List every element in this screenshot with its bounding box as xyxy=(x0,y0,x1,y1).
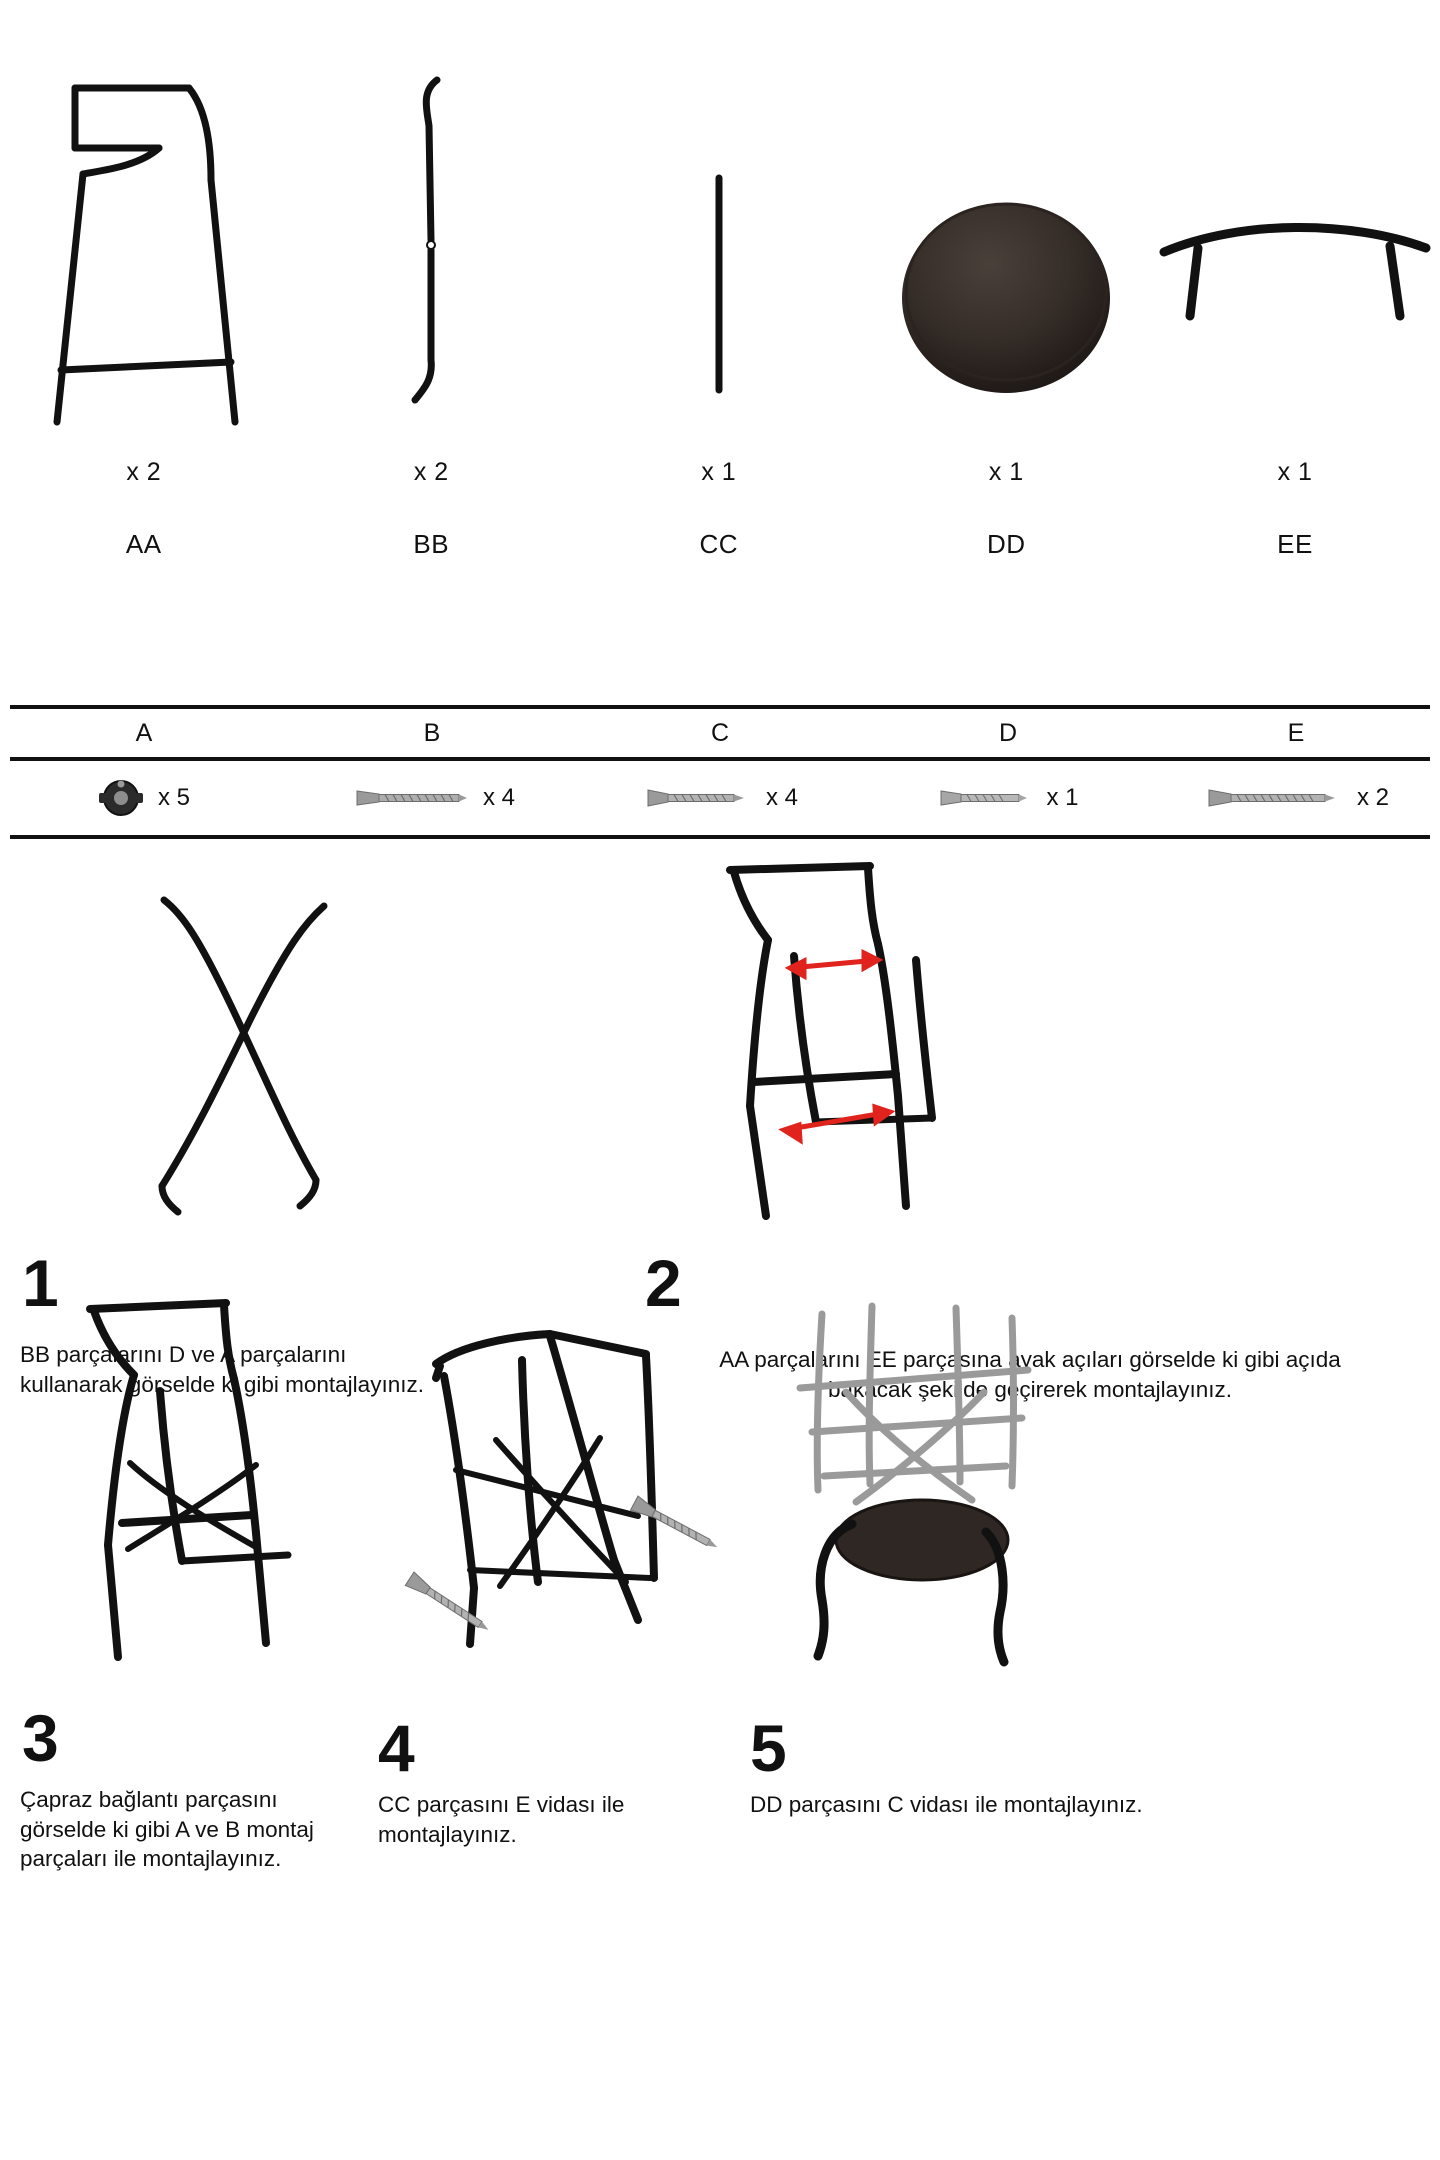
bar-stool-frame-side-icon xyxy=(0,60,288,440)
wood-screw-long-icon xyxy=(1203,785,1343,811)
part-item-BB xyxy=(288,60,576,580)
curved-footrest-bar-icon xyxy=(1150,60,1440,440)
step-description: DD parçasını C vidası ile montajlayınız. xyxy=(750,1792,1143,1817)
hardware-qty: x 2 xyxy=(1356,784,1389,811)
hardware-column-label-e: E xyxy=(1287,718,1305,747)
part-qty: x 1 xyxy=(701,458,737,486)
step-number: 4 xyxy=(378,1711,415,1785)
cam-lock-nut-icon xyxy=(98,776,144,820)
part-code: CC xyxy=(699,529,739,559)
part-item-DD xyxy=(863,60,1151,580)
part-code: EE xyxy=(1277,529,1313,559)
hardware-qty: x 4 xyxy=(482,784,515,811)
hardware-column-label-b: B xyxy=(423,718,441,747)
step-description: BB parçalarını D ve A parçalarını kullanarak görselde ki gibi montajlayınız. xyxy=(20,1342,424,1397)
step-description: Çapraz bağlantı parçasını görselde ki gibi A ve B montaj parçaları ile montajlayınız. xyxy=(20,1787,314,1872)
hardware-qty: x 4 xyxy=(765,784,798,811)
step-number: 2 xyxy=(645,1246,682,1320)
cross-brace-bar-icon xyxy=(288,60,576,440)
part-item-CC xyxy=(575,60,863,580)
part-qty: x 2 xyxy=(126,458,162,486)
part-code: DD xyxy=(986,529,1026,559)
part-qty: x 1 xyxy=(1277,458,1313,486)
assembly-step-4 xyxy=(370,1135,790,1847)
step-description: CC parçasını E vidası ile montajlayınız. xyxy=(378,1792,625,1847)
hardware-qty: x 1 xyxy=(1046,784,1079,811)
step-description: AA parçalarını EE parçasına ayak açıları görselde ki gibi açıda bakacak şekilde geçirerek montajlayınız. xyxy=(719,1347,1341,1402)
straight-bar-icon xyxy=(575,60,863,440)
step-number: 1 xyxy=(22,1246,59,1320)
step-number: 5 xyxy=(750,1711,787,1785)
hardware-qty: x 5 xyxy=(157,784,190,811)
parts-list xyxy=(0,60,1440,580)
part-qty: x 2 xyxy=(413,458,449,486)
hardware-column-label-d: D xyxy=(998,718,1018,747)
hardware-item-c xyxy=(576,784,864,812)
stool-frame-with-screws-icon xyxy=(400,1320,740,1680)
stool-frame-with-cross-brace-icon xyxy=(60,1295,360,1675)
part-item-EE xyxy=(1150,60,1440,580)
hardware-table xyxy=(0,705,1440,839)
step-number: 3 xyxy=(22,1701,59,1775)
part-qty: x 1 xyxy=(988,458,1024,486)
assembly-step-5 xyxy=(740,1135,1200,1817)
machine-screw-icon xyxy=(937,786,1032,810)
flat-head-screw-icon xyxy=(349,785,469,811)
hardware-items-row xyxy=(0,761,1440,835)
hardware-header-row xyxy=(0,709,1440,757)
part-item-AA xyxy=(0,60,288,580)
assembly-steps xyxy=(0,880,1440,2160)
hardware-item-d xyxy=(864,784,1152,812)
seat-cushion-mounting-icon xyxy=(760,1300,1100,1680)
hardware-item-e xyxy=(1152,784,1440,812)
hardware-item-b xyxy=(288,784,576,812)
round-seat-cushion-icon xyxy=(863,60,1151,440)
hardware-item-a xyxy=(0,776,288,820)
part-code: AA xyxy=(125,529,162,559)
wood-screw-short-icon xyxy=(642,785,752,811)
table-divider-bottom xyxy=(10,835,1430,839)
part-code: BB xyxy=(413,529,450,559)
hardware-column-label-a: A xyxy=(135,718,153,747)
hardware-column-label-c: C xyxy=(710,718,730,747)
